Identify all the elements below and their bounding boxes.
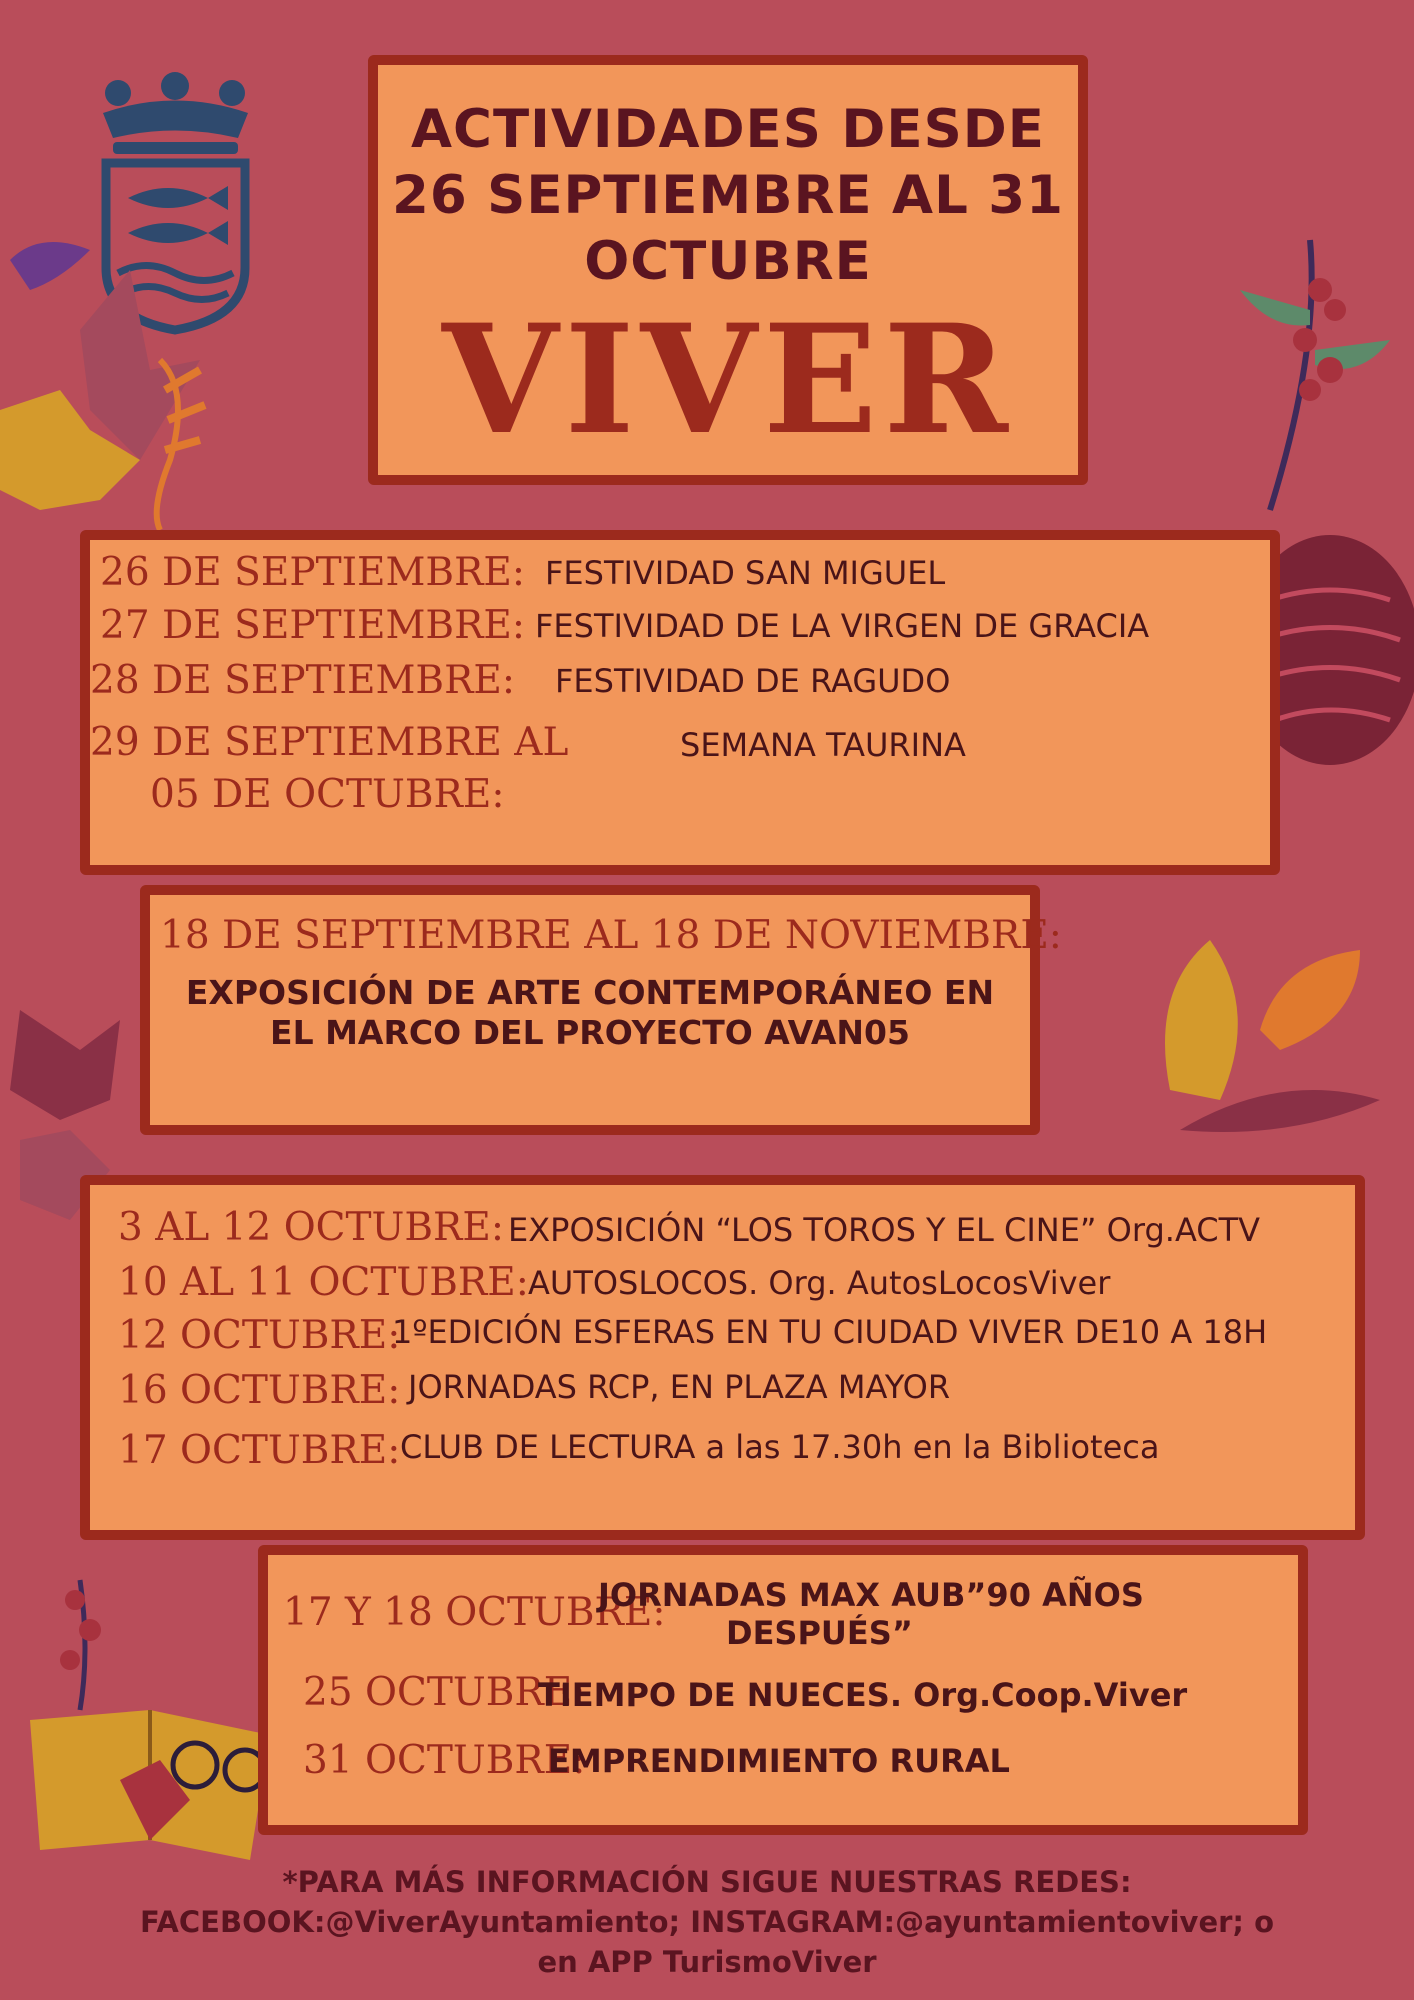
event-date: 16 OCTUBRE: <box>118 1368 401 1413</box>
title-line-2: 26 SEPTIEMBRE AL 31 <box>391 165 1065 226</box>
exhibition-description <box>150 973 1030 1053</box>
event-date: 12 OCTUBRE: <box>118 1313 401 1358</box>
footer-line-3: en APP TurismoViver <box>537 1945 877 1979</box>
berry-branch-icon <box>1210 230 1410 520</box>
event-activity: FESTIVIDAD SAN MIGUEL <box>545 554 946 592</box>
book-glasses-icon <box>20 1560 270 1880</box>
late-october-events-panel <box>258 1545 1308 1835</box>
autumn-leaves-left-icon <box>0 210 250 540</box>
event-date: 10 AL 11 OCTUBRE: <box>118 1260 529 1305</box>
exhibition-line-2: EL MARCO DEL PROYECTO AVAN05 <box>270 1013 910 1052</box>
event-activity-continuation: DESPUÉS” <box>726 1614 913 1652</box>
exhibition-line-1: EXPOSICIÓN DE ARTE CONTEMPORÁNEO EN <box>185 973 995 1012</box>
event-date: 25 OCTUBRE: <box>303 1670 586 1715</box>
event-date: 17 Y 18 OCTUBRE: <box>283 1590 666 1635</box>
event-date: 27 DE SEPTIEMBRE: <box>100 603 526 648</box>
event-date: 31 OCTUBRE: <box>303 1738 586 1783</box>
event-activity: JORNADAS RCP, EN PLAZA MAYOR <box>408 1368 951 1406</box>
exhibition-date: 18 DE SEPTIEMBRE AL 18 DE NOVIEMBRE: <box>160 913 1062 958</box>
event-activity: SEMANA TAURINA <box>680 726 966 764</box>
event-activity: TIEMPO DE NUECES. Org.Coop.Viver <box>538 1676 1188 1714</box>
event-date: 3 AL 12 OCTUBRE: <box>118 1205 505 1250</box>
event-date: 26 DE SEPTIEMBRE: <box>100 550 526 595</box>
footer-line-1: *PARA MÁS INFORMACIÓN SIGUE NUESTRAS REDES: <box>282 1865 1132 1899</box>
footer-info <box>0 1862 1414 1982</box>
title-panel <box>368 55 1088 485</box>
event-date: 17 OCTUBRE: <box>118 1428 401 1473</box>
exhibition-panel <box>140 885 1062 1135</box>
event-activity: 1ºEDICIÓN ESFERAS EN TU CIUDAD VIVER DE10 A 18H <box>392 1313 1268 1351</box>
event-activity: EMPRENDIMIENTO RURAL <box>548 1742 1010 1780</box>
event-activity: CLUB DE LECTURA a las 17.30h en la Biblioteca <box>400 1428 1160 1466</box>
event-date: 05 DE OCTUBRE: <box>150 772 505 817</box>
event-date: 28 DE SEPTIEMBRE: <box>90 658 516 703</box>
title-line-3: OCTUBRE <box>584 231 872 292</box>
event-activity: EXPOSICIÓN “LOS TOROS Y EL CINE” Org.ACTV <box>508 1211 1261 1249</box>
event-activity: AUTOSLOCOS. Org. AutosLocosViver <box>528 1264 1111 1302</box>
footer-line-2: FACEBOOK:@ViverAyuntamiento; INSTAGRAM:@ayuntamientoviver; o <box>139 1905 1275 1939</box>
event-date: 29 DE SEPTIEMBRE AL <box>90 720 569 765</box>
autumn-leaves-right-icon <box>1130 930 1414 1140</box>
event-activity: FESTIVIDAD DE LA VIRGEN DE GRACIA <box>535 607 1150 645</box>
october-events-panel <box>80 1175 1365 1540</box>
event-activity: FESTIVIDAD DE RAGUDO <box>555 662 951 700</box>
town-name: VIVER <box>442 292 1014 468</box>
september-events-panel <box>80 530 1280 875</box>
title-line-1: ACTIVIDADES DESDE <box>411 99 1045 160</box>
event-activity: JORNADAS MAX AUB”90 AÑOS <box>598 1576 1144 1614</box>
